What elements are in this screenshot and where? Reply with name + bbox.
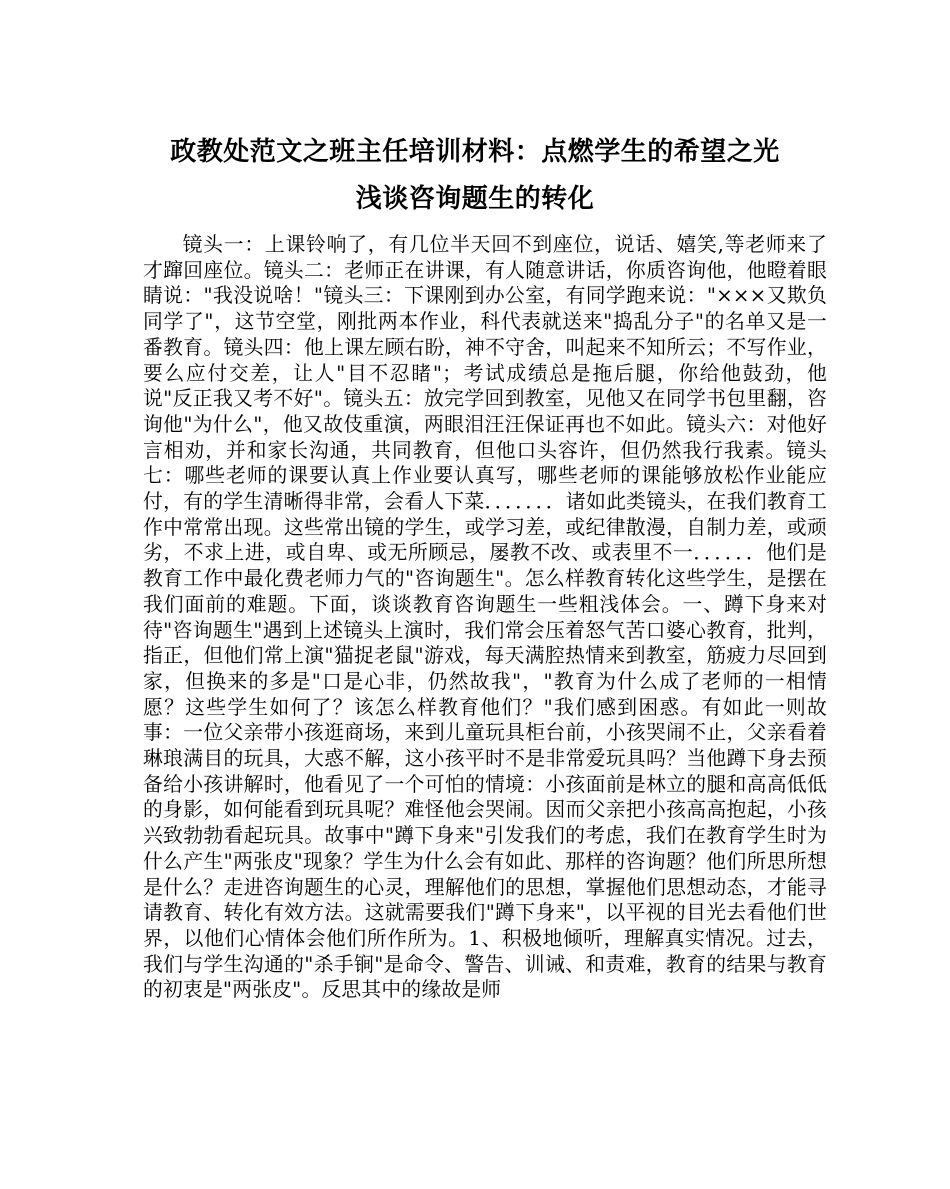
document-body: 镜头一：上课铃响了，有几位半天回不到座位，说话、嬉笑,等老师来了才蹿回座位。镜头二：老师正在讲课，有人随意讲话，你质咨询他，他瞪着眼睛说："我没说啥！"镜头三：下课刚到办公室，有同学跑来说："×××又欺负同学了"，这节空堂，刚批两本作业，科代表就送来"捣乱分子"的名单又是一番教育。镜头四：他上课左顾右盼，神不守舍，叫起来不知所云；不写作业，要么应付交差，让人"目不忍睹"；考试成绩总是拖后腿，你给他鼓劲，他说"反正我又考不好"。镜头五：放完学回到教室，见他又在同学书包里翻，咨询他"为什么"，他又故伎重演，两眼泪汪汪保证再也不如此。镜头六：对他好言相劝，并和家长沟通，共同教育，但他口头容许，但仍然我行我素。镜头七：哪些老师的课要认真上作业要认真写，哪些老师的课能够放松作业能应付，有的学生清晰得非常，会看人下菜．．．．．．．诸如此类镜头，在我们教育工作中常常出现。这些常出镜的学生，或学习差，或纪律散漫，自制力差，或顽劣，不求上进，或自卑、或无所顾忌，屡教不改、或表里不一．．．．．．他们是教育工作中最化费老师力气的"咨询题生"。怎么样教育转化这些学生，是摆在我们面前的难题。下面，谈谈教育咨询题生一些粗浅体会。一、蹲下身来对待"咨询题生"遇到上述镜头上演时，我们常会压着怒气苦口婆心教育，批判，指正，但他们常上演"猫捉老鼠"游戏，每天满腔热情来到教室，筋疲力尽回到家，但换来的多是"口是心非，仍然故我"，"教育为什么成了老师的一相情愿？这些学生如何了？该怎么样教育他们？"我们感到困惑。有如此一则故事：一位父亲带小孩逛商场，来到儿童玩具柜台前，小孩哭闹不止，父亲看着琳琅满目的玩具，大惑不解，这小孩平时不是非常爱玩具吗？当他蹲下身去预备给小孩讲解时，他看见了一个可怕的情境：小孩面前是林立的腿和高高低低的身影，如何能看到玩具呢？难怪他会哭闹。因而父亲把小孩高高抱起，小孩兴致勃勃看起玩具。故事中"蹲下身来"引发我们的考虑，我们在教育学生时为什么产生"两张皮"现象？学生为什么会有如此、那样的咨询题？他们所思所想是什么？走进咨询题生的心灵，理解他们的思想，掌握他们思想动态，才能寻请教育、转化有效方法。这就需要我们"蹲下身来"，以平视的目光去看他们世界，以他们心情体会他们所作所为。1、积极地倾听，理解真实情况。过去，我们与学生沟通的"杀手锏"是命令、警告、训诫、和责难，教育的结果与教育的初衷是"两张皮"。反思其中的缘故是师 xyxy=(143,233,827,1002)
document-title: 政教处范文之班主任培训材料：点燃学生的希望之光 xyxy=(170,137,780,167)
document-subtitle: 浅谈咨询题生的转化 xyxy=(355,184,595,214)
